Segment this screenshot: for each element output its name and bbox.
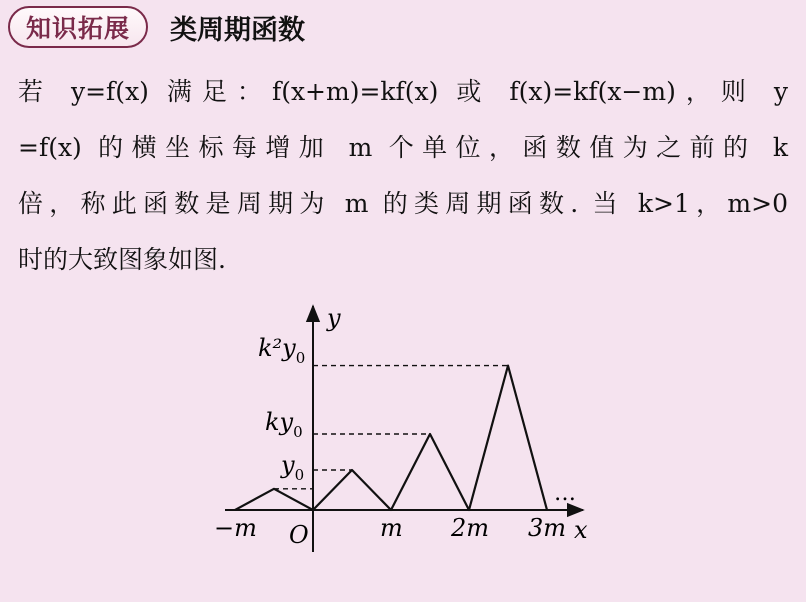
ellipsis-label: … <box>554 481 576 506</box>
y-axis-label: y <box>327 304 341 332</box>
section-title: 类周期函数 <box>170 14 306 46</box>
tick-label-2m: 2m <box>451 514 490 542</box>
paragraph-line-4: 时的大致图象如图. <box>18 245 226 274</box>
paragraph-line-2: =f(x) 的横坐标每增加 m 个单位，函数值为之前的 k <box>18 133 788 162</box>
function-curve <box>235 366 547 510</box>
knowledge-extension-badge: 知识拓展 <box>8 6 148 48</box>
paragraph-line-3: 倍，称此函数是周期为 m 的类周期函数. 当 k>1，m>0 <box>18 189 788 218</box>
paragraph-line-1: 若 y=f(x) 满足：f(x+m)=kf(x) 或 f(x)=kf(x−m)，则 y <box>18 77 788 106</box>
origin-label: O <box>289 521 309 549</box>
level-label-k2y0: $k^2y_0$ <box>258 334 306 367</box>
tick-label-neg-m: −m <box>214 514 257 542</box>
x-axis-label: x <box>574 516 588 544</box>
tick-label-3m: 3m <box>528 514 567 542</box>
level-label-ky0: $ky_0$ <box>265 408 303 441</box>
tick-label-m: m <box>380 514 403 542</box>
level-label-y0: $y_0$ <box>281 451 305 484</box>
